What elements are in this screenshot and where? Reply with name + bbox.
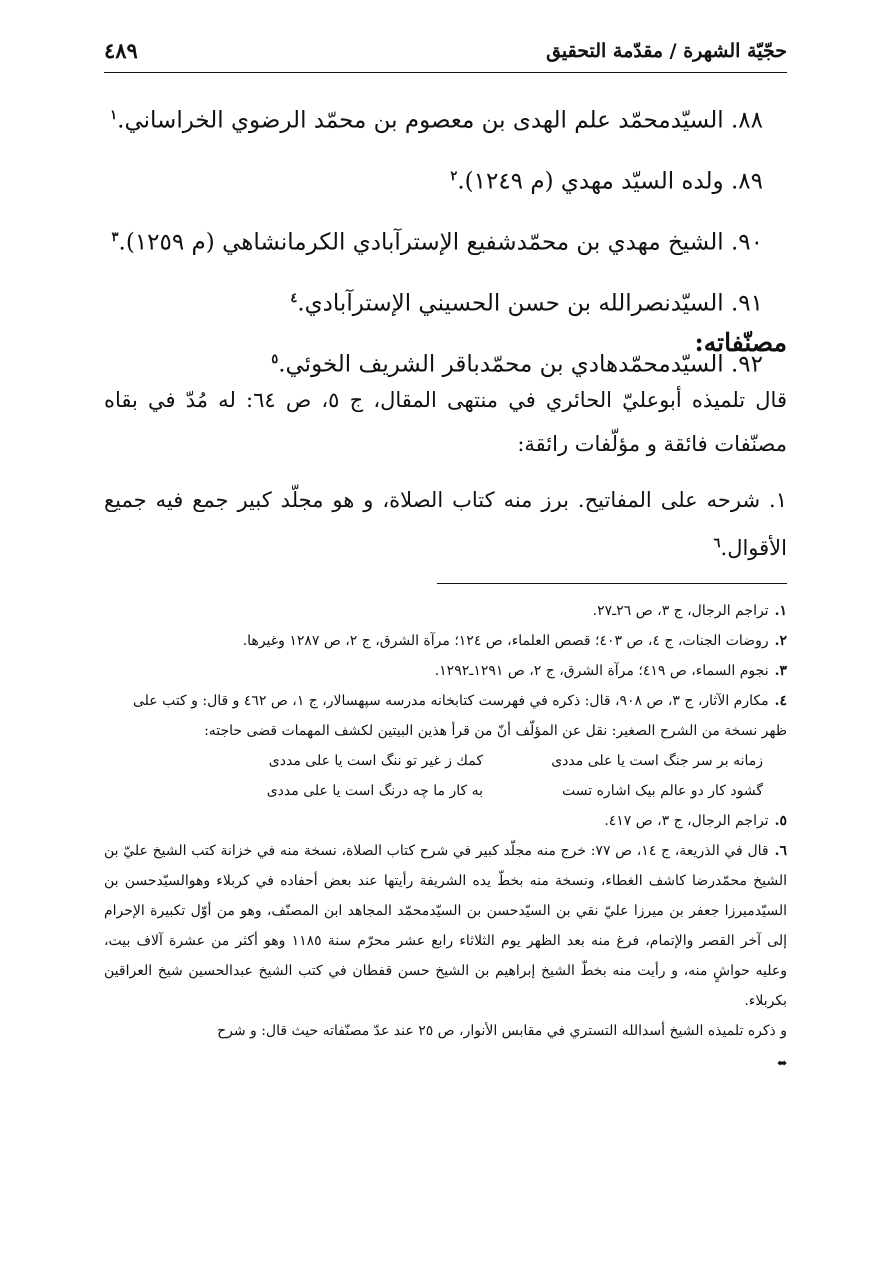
footnote-ref: ٤: [290, 291, 298, 306]
verse-line: [104, 776, 787, 806]
footnote-4: ٤.مكارم الآثار، ج ٣، ص ٩٠٨، قال: ذكره في فهرست كتابخانه مدرسه سپهسالار، ج ١، ص ٤٦٢ و قال: و كتب على: [132, 693, 787, 709]
hemistich: گشود كار دو عالم بيک اشاره تست: [562, 783, 763, 799]
footnote-3: ٣.نجوم السماء، ص ٤١٩؛ مرآة الشرق، ج ٢، ص ١٢٩١ـ١٢٩٢.: [434, 663, 787, 679]
verse-line: [104, 746, 787, 776]
footnote-ref: ٢: [450, 169, 458, 184]
page-number: ٤٨٩: [104, 38, 138, 63]
students-list: [104, 90, 763, 395]
footnote-ref: ٦: [713, 536, 721, 551]
footnote-2: ٢.روضات الجنات، ج ٤، ص ٤٠٣؛ قصص العلماء، ص ١٢٤؛ مرآة الشرق، ج ٢، ص ١٢٨٧ وغيرها.: [242, 633, 787, 649]
hemistich: زمانه بر سر جنگ است يا على مددى: [551, 753, 763, 769]
list-item: ٩٠. الشيخ مهدي بن محمّدشفيع الإسترآبادي الكرمانشاهي (م ١٢٥٩).$^٣$: [111, 229, 763, 256]
continuation-arrow-icon: ⬌: [776, 1056, 787, 1070]
intro-paragraph: قال تلميذه أبوعليّ الحائري في منتهى المقال، ج ٥، ص ٦٤: له مُدّ في بقاه مصنّفات فائقة و مؤلّفات رائقة:: [104, 388, 787, 456]
footnote-6-continued: و ذكره تلميذه الشيخ أسدالله التستري في مقابس الأنوار، ص ٢٥ عند عدّ مصنّفاته حيث قال: و شرح: [217, 1023, 787, 1039]
footnote-4-continued: ظهر نسخة من الشرح الصغير: نقل عن المؤلّف أنّ من قرأ هذين البيتين لكشف المهمات قضى حاجته:: [204, 723, 787, 739]
hemistich: به كار ما چه درنگ است يا على مددى: [266, 783, 483, 799]
footnote-separator: [437, 583, 787, 584]
footnote-ref: ٣: [111, 230, 119, 245]
hemistich: كمك ز غير تو ننگ است يا على مددى: [268, 753, 483, 769]
running-title: حجّيّة الشهرة / مقدّمة التحقيق: [546, 40, 787, 62]
list-item: ٨٨. السيّدمحمّد علم الهدى بن معصوم بن محمّد الرضوي الخراساني.$^١$: [110, 107, 763, 134]
list-item: ٩١. السيّدنصرالله بن حسن الحسيني الإسترآبادي.$^٤$: [290, 290, 763, 317]
list-item: ٩٢. السيّدمحمّدهادي بن محمّدباقر الشريف الخوئي.$^٥$: [271, 351, 763, 378]
footnote-ref: ١: [110, 108, 118, 123]
footnote-ref: ٥: [271, 352, 279, 367]
footnote-5: ٥.تراجم الرجال، ج ٣، ص ٤١٧.: [604, 813, 787, 829]
footnote-6: ٦.قال في الذريعة، ج ١٤، ص ٧٧: خرج منه مجلّد كبير في شرح كتاب الصلاة، نسخة منه في خزانة كتب الشيخ عليّ بن الشيخ محمّدرضا كاشف الغطاء، ونسخة منه بخطّ يده الشريفة رأيتها عند بعض أحفاده في كربلاء وهوالسيّدحسن بن السيّدميرزا جعفر بن ميرزا عليّ نقي بن السيّدحسن بن السيّدمحمّد المجاهد ابن المصنّف، وهو من أوّل تكبيرة الإحرام إلى آخر القصر والإتمام، فرغ منه بعد الظهر يوم الثلاثاء رابع عشر محرّم سنة ١١٨٥ وهو أكثر من عشرة آلاف بيت، وعليه حواشٍ منه، و رأيت منه بخطّ الشيخ إبراهيم بن الشيخ حسن قفطان في كتب الشيخ عبدالحسين شيخ العراقين بكربلاء.: [104, 843, 787, 1009]
list-item: ٨٩. ولده السيّد مهدي (م ١٢٤٩).$^٢$: [450, 168, 763, 195]
header-rule: [104, 72, 787, 73]
work-item-paragraph: ١. شرحه على المفاتيح. برز منه كتاب الصلاة، و هو مجلّد كبير جمع فيه جميع الأقوال.$^٦$: [104, 488, 787, 560]
section-heading: مصنّفاته:: [694, 328, 787, 357]
footnotes: [104, 596, 787, 1078]
footnote-1: ١.تراجم الرجال، ج ٣، ص ٢٦ـ٢٧.: [592, 603, 787, 619]
page-header: [104, 36, 787, 70]
